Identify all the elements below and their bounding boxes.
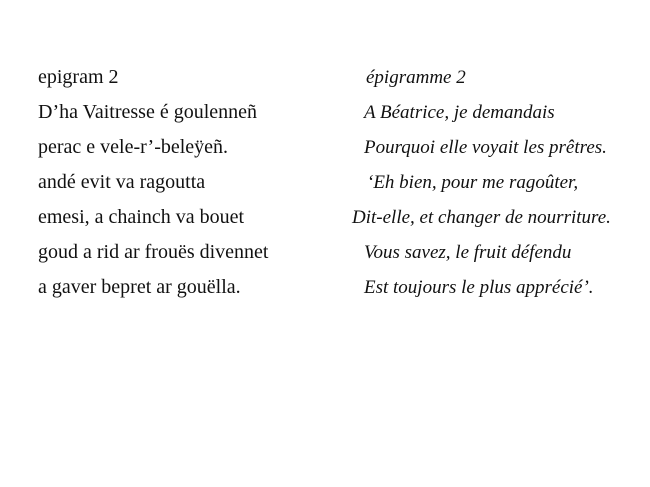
breton-poem — [38, 60, 268, 305]
poem-title-breton: epigram 2 — [38, 66, 119, 88]
breton-line-3: andé evit va ragoutta — [38, 171, 206, 193]
french-translation — [352, 60, 611, 305]
breton-line-2: perac e vele-r’-beleÿeñ. — [38, 136, 229, 158]
french-line-1: A Béatrice, je demandais — [364, 102, 555, 123]
french-line-2: Pourquoi elle voyait les prêtres. — [364, 137, 607, 158]
french-line-4: Dit-elle, et changer de nourriture. — [352, 207, 611, 228]
poem-title-french: épigramme 2 — [366, 67, 466, 88]
breton-line-1: D’ha Vaitresse é goulenneñ — [38, 101, 258, 123]
french-line-3: ‘Eh bien, pour me ragoûter, — [367, 172, 579, 193]
french-line-6: Est toujours le plus apprécié’. — [364, 277, 594, 298]
breton-line-6: a gaver bepret ar gouëlla. — [38, 276, 241, 298]
french-line-5: Vous savez, le fruit défendu — [364, 242, 572, 263]
breton-line-4: emesi, a chainch va bouet — [38, 206, 245, 228]
breton-line-5: goud a rid ar frouës divennet — [38, 241, 269, 263]
